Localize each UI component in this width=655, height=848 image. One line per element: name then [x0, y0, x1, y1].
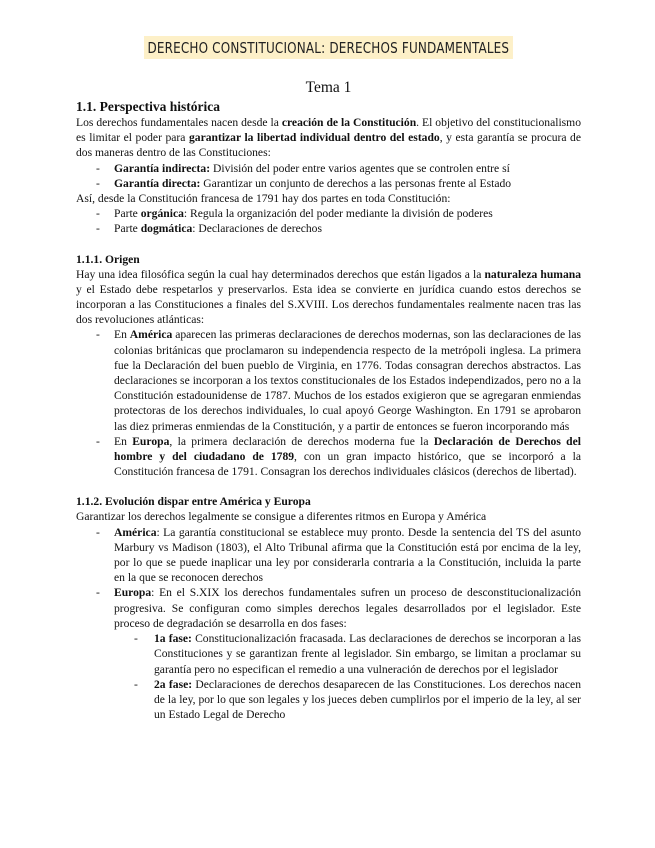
constitution-parts-list [76, 206, 581, 236]
list-item: - Parte dogmática: Declaraciones de derechos [76, 221, 581, 236]
section-1-1-paragraph: Así, desde la Constitución francesa de 1791 hay dos partes en toda Constitución: [76, 192, 451, 206]
phases-list [114, 631, 581, 722]
guarantee-list [76, 161, 581, 191]
topic-title: Tema 1 [305, 79, 352, 96]
list-item: - América: La garantía constitucional se establece muy pronto. Desde la sentencia del TS del asunto Marbury vs Madison (1803), el Alto Tribunal afirma que la Constitución está por encima de la ley, por lo que se puede inaplicar una ley por considerarla contraria a la Constitución, incluida la parte en la que se reconocen derechos [76, 525, 581, 586]
origin-list [76, 327, 581, 479]
list-item: - 1a fase: Constitucionalización fracasada. Las declaraciones de derechos se incorporan a las Constituciones y se garantizan frente al legislador. Sin embargo, se limitan a proclamar su garantía pero no especifican el remedio a una vulneración de derechos por el legislador [114, 631, 581, 677]
spacer [76, 479, 581, 494]
document-header: DERECHO CONSTITUCIONAL: DERECHOS FUNDAMENTALES [144, 36, 513, 59]
evolution-list [76, 525, 581, 631]
header-wrap [76, 36, 581, 59]
list-item: - En Europa, la primera declaración de derechos moderna fue la Declaración de Derechos del hombre y del ciudadano de 1789, con un gran impacto histórico, que se incorporó a la Constitución francesa de 1791. Consagran los derechos individuales clásicos (derechos de libertad). [76, 434, 581, 480]
list-item: - Parte orgánica: Regula la organización del poder mediante la división de poderes [76, 206, 581, 221]
list-item: - 2a fase: Declaraciones de derechos desaparecen de las Constituciones. Los derechos nacen de la ley, por lo que son legales y los jueces deben cumplirlos por el imperio de la ley, al ser un Estado Legal de Derecho [114, 677, 581, 723]
section-title-1-1: 1.1. Perspectiva histórica [76, 99, 220, 114]
section-1-1-1-intro: Hay una idea filosófica según la cual hay determinados derechos que están ligados a la naturaleza humana y el Estado debe respetarlos y preservarlos. Esta idea se convierte en jurídica cuando estos derechos se incorporan a las Constituciones a finales del S.XVIII. Los derechos fundamentales realmente nacen tras las dos revoluciones atlánticas: [76, 267, 581, 327]
section-title-1-1-1: 1.1.1. Origen [76, 252, 140, 266]
section-title-1-1-2: 1.1.2. Evolución dispar entre América y Europa [76, 495, 311, 509]
section-1-1-intro: Los derechos fundamentales nacen desde la creación de la Constitución. El objetivo del constitucionalismo es limitar el poder para garantizar la libertad individual dentro del estado, y esta garantía se procura de dos maneras dentro de las Constituciones: [76, 116, 582, 160]
list-item: - Garantía directa: Garantizar un conjunto de derechos a las personas frente al Estado [76, 176, 581, 191]
section-1-1-2-intro: Garantizar los derechos legalmente se consigue a diferentes ritmos en Europa y América [76, 510, 487, 524]
spacer [76, 237, 581, 252]
list-item: - Europa: En el S.XIX los derechos fundamentales sufren un proceso de desconstitucionalización progresiva. Se configuran como simples derechos legales desarrollados por el legislador. Este proceso de degradación se desarrolla en dos fases: [76, 585, 581, 631]
list-item: - En América aparecen las primeras declaraciones de derechos modernas, son las declaraciones de las colonias británicas que proclamaron su independencia respecto de la metrópoli inglesa. La primera fue la Declaración del buen pueblo de Virginia, en 1776. Todas consagran derechos abstractos. Las declaraciones se incorporan a los textos constitucionales de los Estados independizados, pero no a la Constitución estadounidense de 1787. Muchos de los estados exigieron que se agregaran enmiendas protectoras de los derechos individuales, lo cual apoyó George Washington. En 1791 se aprobaron las diez primeras enmiendas de la Constitución, y a partir de entonces se fueron incorporando más [76, 327, 581, 433]
list-item: - Garantía indirecta: División del poder entre varios agentes que se controlen entre sí [76, 161, 581, 176]
